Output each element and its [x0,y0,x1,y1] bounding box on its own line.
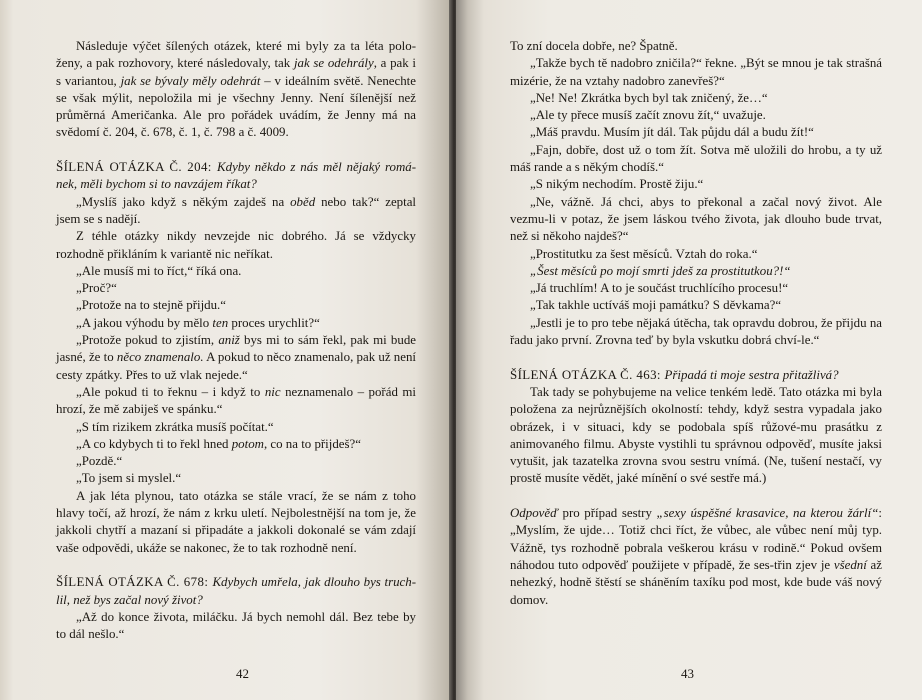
paragraph: „Myslíš jako když s někým zajdeš na oběd nebo tak?“ zeptal jsem se s nadějí. [56,194,416,226]
paragraph: „To jsem si myslel.“ [76,471,182,486]
page-number: 43 [681,666,694,681]
paragraph: „A co kdybych ti to řekl hned potom, co na to přijdeš?“ [76,436,361,451]
left-page-text [56,38,416,643]
paragraph: „Proč?“ [76,281,117,296]
paragraph: Následuje výčet šílených otázek, které mi byly za ta léta polo-ženy, a pak rozhovory, které následovaly, tak jak se odehrály, a pak i s variantou, jak se bývaly měly odehrát – v ideálním světě. Nenechte se však mýlit, nepoložila mi je všechny Jenny. Není šílenější než průměrná Američanka. Ale pro pořádek uvádím, že Jenny má na svědomí č. 204, č. 678, č. 1, č. 798 a č. 4009. [56,39,416,140]
paragraph: „Ne! Ne! Zkrátka bych byl tak zničený, že…“ [530,90,768,105]
paragraph: „Šest měsíců po mojí smrti jdeš za prostitutkou?!“ [530,263,791,278]
paragraph: „Ale pokud ti to řeknu – i když to nic neznamenalo – pořád mi hrozí, že mě zabiješ ve spánku.“ [56,384,417,417]
question-heading-463: ŠÍLENÁ OTÁZKA Č. 463: Připadá ti moje sestra přitažlivá? [510,367,839,382]
paragraph: „Protože pokud to zjistím, aniž bys mi to sám řekl, pak mi bude jasné, že to něco znamenalo. A pokud to něco znamenalo, pak už není cesty zpátky. Přes to už vlak nejede.“ [56,333,416,382]
left-page [0,0,452,700]
paragraph: To zní docela dobře, ne? Špatně. [510,39,678,53]
paragraph: „Takže bych tě nadobro zničila?“ řekne. „Být se mnou je tak strašná mizérie, že na vztahy nadobro zanevřeš?“ [510,56,882,88]
paragraph: „S tím rizikem zkrátka musíš počítat.“ [76,419,274,434]
paragraph: Z téhle otázky nikdy nevzejde nic dobrého. Já se vždycky rozhodně přikláním k variantě nic neříkat. [56,229,416,261]
paragraph: „Až do konce života, miláčku. Já bych nemohl dál. Bez tebe by to dál nešlo.“ [56,609,416,642]
page-number: 42 [236,666,249,681]
paragraph: Tak tady se pohybujeme na velice tenkém ledě. Tato otázka mi byla položena za nejrůznějších okolností: tehdy, když sestra vypadala jako obrázek, i v situaci, kdy se podobala spíš růžové-mu prasátku z animovaného filmu. Abyste vystihli tu správnou odpověď, musíte jaksi vytušit, jak tazatelka zrovna svou sestru vnímá. (Ne, tušení nestačí, vy prostě musíte vědět, jaké mínění o své sestře má.) [510,384,882,486]
right-page-text [510,38,882,609]
paragraph: „Jestli je to pro tebe nějaká útěcha, tak opravdu dobrou, že přijdu na řadu jako první. Zrovna teď by byla vskutku dobrá chví-le.“ [510,315,882,348]
paragraph: „A jakou výhodu by mělo ten proces urychlit?“ [76,315,320,330]
paragraph: „Ale musíš mi to říct,“ říká ona. [76,263,242,278]
paragraph: „Prostitutku za šest měsíců. Vztah do roka.“ [530,246,758,261]
paragraph: A jak léta plynou, tato otázka se stále vrací, že se nám z toho hlavy točí, až hrozí, že nám z krku uletí. Nejbolestnější na tom je, že jakkoli chytří a mazaní si připadáte a jakkoli dokonalé se vám zdají vaše odpovědi, ukáže se nakonec, že to tak rozhodně není. [56,488,416,555]
paragraph: „Ale ty přece musíš začít znovu žít,“ uvažuje. [530,108,766,123]
paragraph: „Já truchlím! A to je součást truchlícího procesu!“ [530,281,789,296]
paragraph: Odpověď pro případ sestry „sexy úspěšné krasavice, na kterou žárlí“: „Myslím, že ujde… Totiž chci říct, že vůbec, ale vůbec není můj typ. Vážně, tys rozhodně pobrala veškerou krásu v rodině.“ Pokud ovšem náhodou tuto odpověď použijete v případě, že ses-třin zjev je všední až nehezký, hodně štěstí se sháněním taxíku pod most, kde bude váš nový domov. [510,506,882,607]
paragraph: „Máš pravdu. Musím jít dál. Tak půjdu dál a budu žít!“ [530,125,814,140]
right-page [456,0,922,700]
paragraph: „Fajn, dobře, dost už o tom žít. Sotva mě uložili do hrobu, a ty už máš rande a s někým chodíš.“ [510,142,882,175]
paragraph: „Pozdě.“ [76,454,123,469]
question-heading-678: ŠÍLENÁ OTÁZKA Č. 678: Kdybych umřela, jak dlouho bys truch-lil, než bys začal nový život? [56,575,417,607]
paragraph: „Tak takhle uctíváš moji památku? S děvkama?“ [530,298,782,313]
question-heading-204: ŠÍLENÁ OTÁZKA Č. 204: Kdyby někdo z nás měl nějaký romá-nek, měli bychom si to navzájem říkat? [56,160,417,192]
paragraph: „S nikým nechodím. Prostě žiju.“ [530,177,704,192]
paragraph: „Protože na to stejně přijdu.“ [76,298,226,313]
paragraph: „Ne, vážně. Já chci, abys to překonal a začal nový život. Ale vezmu-li v potaz, že jsem láskou tvého života, jak dlouho bude trvat, než si někoho najdeš?“ [510,194,882,244]
